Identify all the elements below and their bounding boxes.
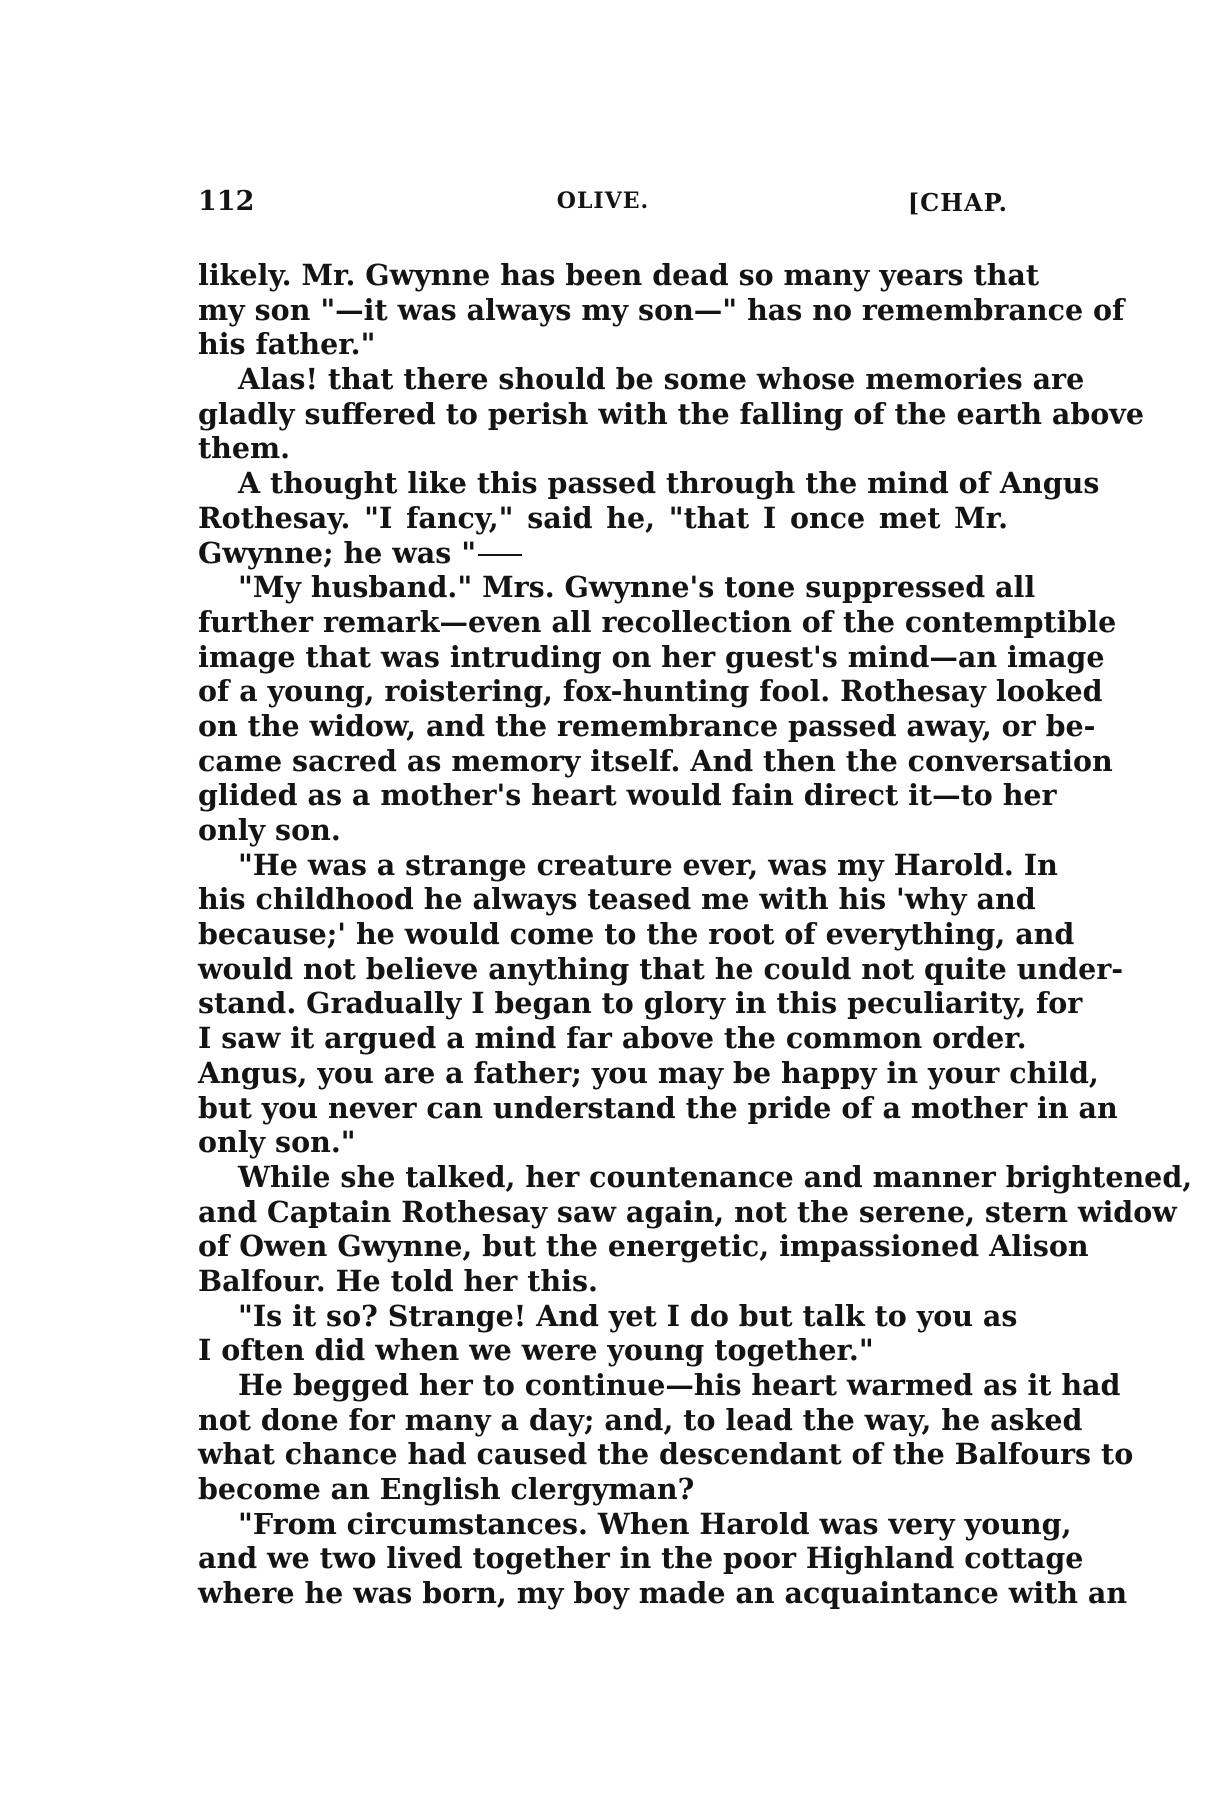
text-line: came sacred as memory itself. And then the conversation	[198, 743, 1113, 778]
text-line: and Captain Rothesay saw again, not the serene, stern widow	[198, 1194, 1177, 1229]
text-line: my son "—it was always my son—" has no remembrance of	[198, 292, 1125, 327]
text-line: only son.	[198, 813, 341, 847]
page-number: 112	[198, 186, 255, 217]
text-line: his childhood he always teased me with his 'why and	[198, 882, 1036, 917]
text-line: "My husband." Mrs. Gwynne's tone suppressed all	[238, 570, 1036, 605]
chapter-label: [CHAP.	[907, 188, 1008, 217]
text-line: where he was born, my boy made an acquaintance with an	[198, 1576, 1128, 1611]
text-line: on the widow, and the remembrance passed away, or be-	[198, 708, 1096, 743]
text-line: Balfour. He told her this.	[198, 1263, 598, 1298]
text-line: "He was a strange creature ever, was my Harold. In	[238, 847, 1058, 882]
body-text	[198, 258, 1193, 1611]
text-line: would not believe anything that he could not quite under-	[198, 951, 1124, 986]
text-fragment: Gwynne; he was "	[198, 535, 477, 570]
text-line: I saw it argued a mind far above the common order.	[198, 1021, 1027, 1056]
text-line: I often did when we were young together."	[198, 1333, 874, 1368]
text-line: of a young, roistering, fox-hunting fool. Rothesay looked	[198, 674, 1103, 709]
text-line: of Owen Gwynne, but the energetic, impassioned Alison	[198, 1229, 1089, 1264]
text-line: and we two lived together in the poor Highland cottage	[198, 1541, 1084, 1576]
text-line: become an English clergyman?	[198, 1472, 695, 1507]
running-head	[198, 186, 1008, 226]
text-line: but you never can understand the pride of a mother in an	[198, 1090, 1118, 1125]
text-line: Alas! that there should be some whose memories are	[238, 362, 1085, 397]
text-line: gladly suffered to perish with the falling of the earth above	[198, 396, 1144, 431]
em-dash-rule	[478, 554, 522, 556]
text-line-with-dash	[198, 536, 1008, 571]
text-line: "From circumstances. When Harold was very young,	[238, 1506, 1072, 1541]
text-line: Rothesay. "I fancy," said he, "that I once met Mr.	[198, 500, 1008, 535]
text-line: glided as a mother's heart would fain direct it—to her	[198, 778, 1057, 813]
text-line: A thought like this passed through the mind of Angus	[238, 466, 1100, 501]
text-line: them.	[198, 431, 291, 466]
text-line: likely. Mr. Gwynne has been dead so many years that	[198, 258, 1040, 292]
text-line: stand. Gradually I began to glory in this peculiarity, for	[198, 986, 1083, 1021]
text-line: what chance had caused the descendant of the Balfours to	[198, 1437, 1134, 1472]
text-line: Angus, you are a father; you may be happy in your child,	[198, 1055, 1099, 1090]
text-line: because;' he would come to the root of everything, and	[198, 917, 1075, 952]
running-title: OLIVE.	[556, 188, 650, 214]
text-line: image that was intruding on her guest's mind—an image	[198, 639, 1105, 674]
text-line: his father."	[198, 327, 376, 362]
text-line: "Is it so? Strange! And yet I do but talk to you as	[238, 1298, 1018, 1333]
text-line: further remark—even all recollection of the contemptible	[198, 604, 1117, 639]
text-line: He begged her to continue—his heart warmed as it had	[238, 1368, 1121, 1402]
text-line: not done for many a day; and, to lead the way, he asked	[198, 1402, 1083, 1437]
text-line: While she talked, her countenance and manner brightened,	[238, 1159, 1193, 1194]
text-line: only son."	[198, 1125, 356, 1160]
